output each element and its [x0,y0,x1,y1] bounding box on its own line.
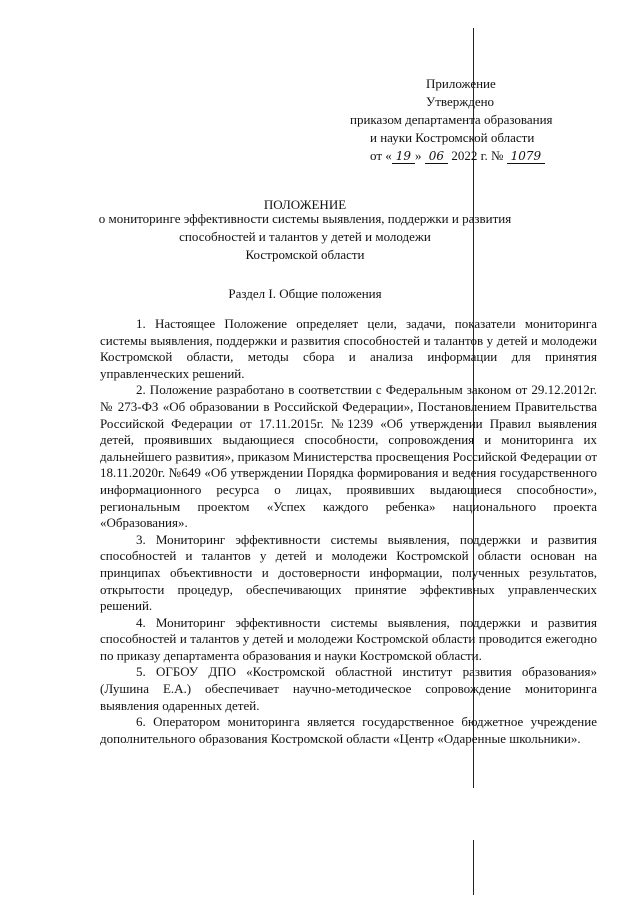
document-subtitle [80,210,530,264]
date-prefix: от « [370,148,392,163]
subtitle-line: способностей и талантов у детей и молодежи [179,229,431,244]
paragraph: 4. Мониторинг эффективности системы выявления, поддержки и развития способностей и талантов у детей и молодежи Костромской области проводится ежегодно по приказу департамента образования и науки Костромской области. [100,614,597,663]
handwritten-month: 06 [425,149,448,164]
document-body [100,316,597,747]
scan-artifact-line [473,840,474,895]
subtitle-line: Костромской области [245,247,365,262]
document-title: ПОЛОЖЕНИЕ [263,197,347,212]
handwritten-day: 19 [392,149,415,164]
paragraph: 5. ОГБОУ ДПО «Костромской областной институт развития образования» (Лушина Е.А.) обеспечивает научно-методическое сопровождение мониторинга выявления одаренных детей. [100,664,597,713]
approval-region-line: и науки Костромской области [370,130,535,145]
date-year: 2022 г. № [451,148,504,163]
subtitle-line: о мониторинге эффективности системы выявления, поддержки и развития [98,211,512,226]
date-mid: » [415,148,422,163]
paragraph: 3. Мониторинг эффективности системы выявления, поддержки и развития способностей и талантов у детей и молодежи Костромской области основан на принципах объективности и достоверности информации, полученных результатов, открытости процедур, обеспечивающих принятие эффективных управленческих решений. [100,531,597,614]
paragraph: 1. Настоящее Положение определяет цели, задачи, показатели мониторинга системы выявления, поддержки и развития способностей и талантов у детей и молодежи Костромской области, методы сбора и анализа информации для принятия управленческих решений. [100,316,597,381]
approval-appendix-label: Приложение [426,76,496,91]
paragraph: 6. Оператором мониторинга является государственное бюджетное учреждение дополнительного образования Костромской области «Центр «Одаренные школьники». [100,714,597,746]
paragraph: 2. Положение разработано в соответствии с Федеральным законом от 29.12.2012г. № 273-ФЗ «Об образовании в Российской Федерации», Постановлением Правительства Российской Федерации от 17.11.2015г. №1239 «Об утверждении Правил выявления детей, проявивших выдающиеся способности, сопровождения и мониторинга их дальнейшего развития», приказом Министерства просвещения Российской Федерации от 18.11.2020г. №649 «Об утверждении Порядка формирования и ведения государственного информационного ресурса о лицах, проявивших выдающиеся способности», региональным проектом «Успех каждого ребенка» национального проекта «Образования». [100,382,597,531]
section-heading: Раздел I. Общие положения [228,286,382,301]
approval-approved-label: Утверждено [426,94,495,109]
approval-order-line: приказом департамента образования [350,112,553,127]
handwritten-order-number: 1079 [507,149,546,164]
approval-date-line [370,147,545,165]
